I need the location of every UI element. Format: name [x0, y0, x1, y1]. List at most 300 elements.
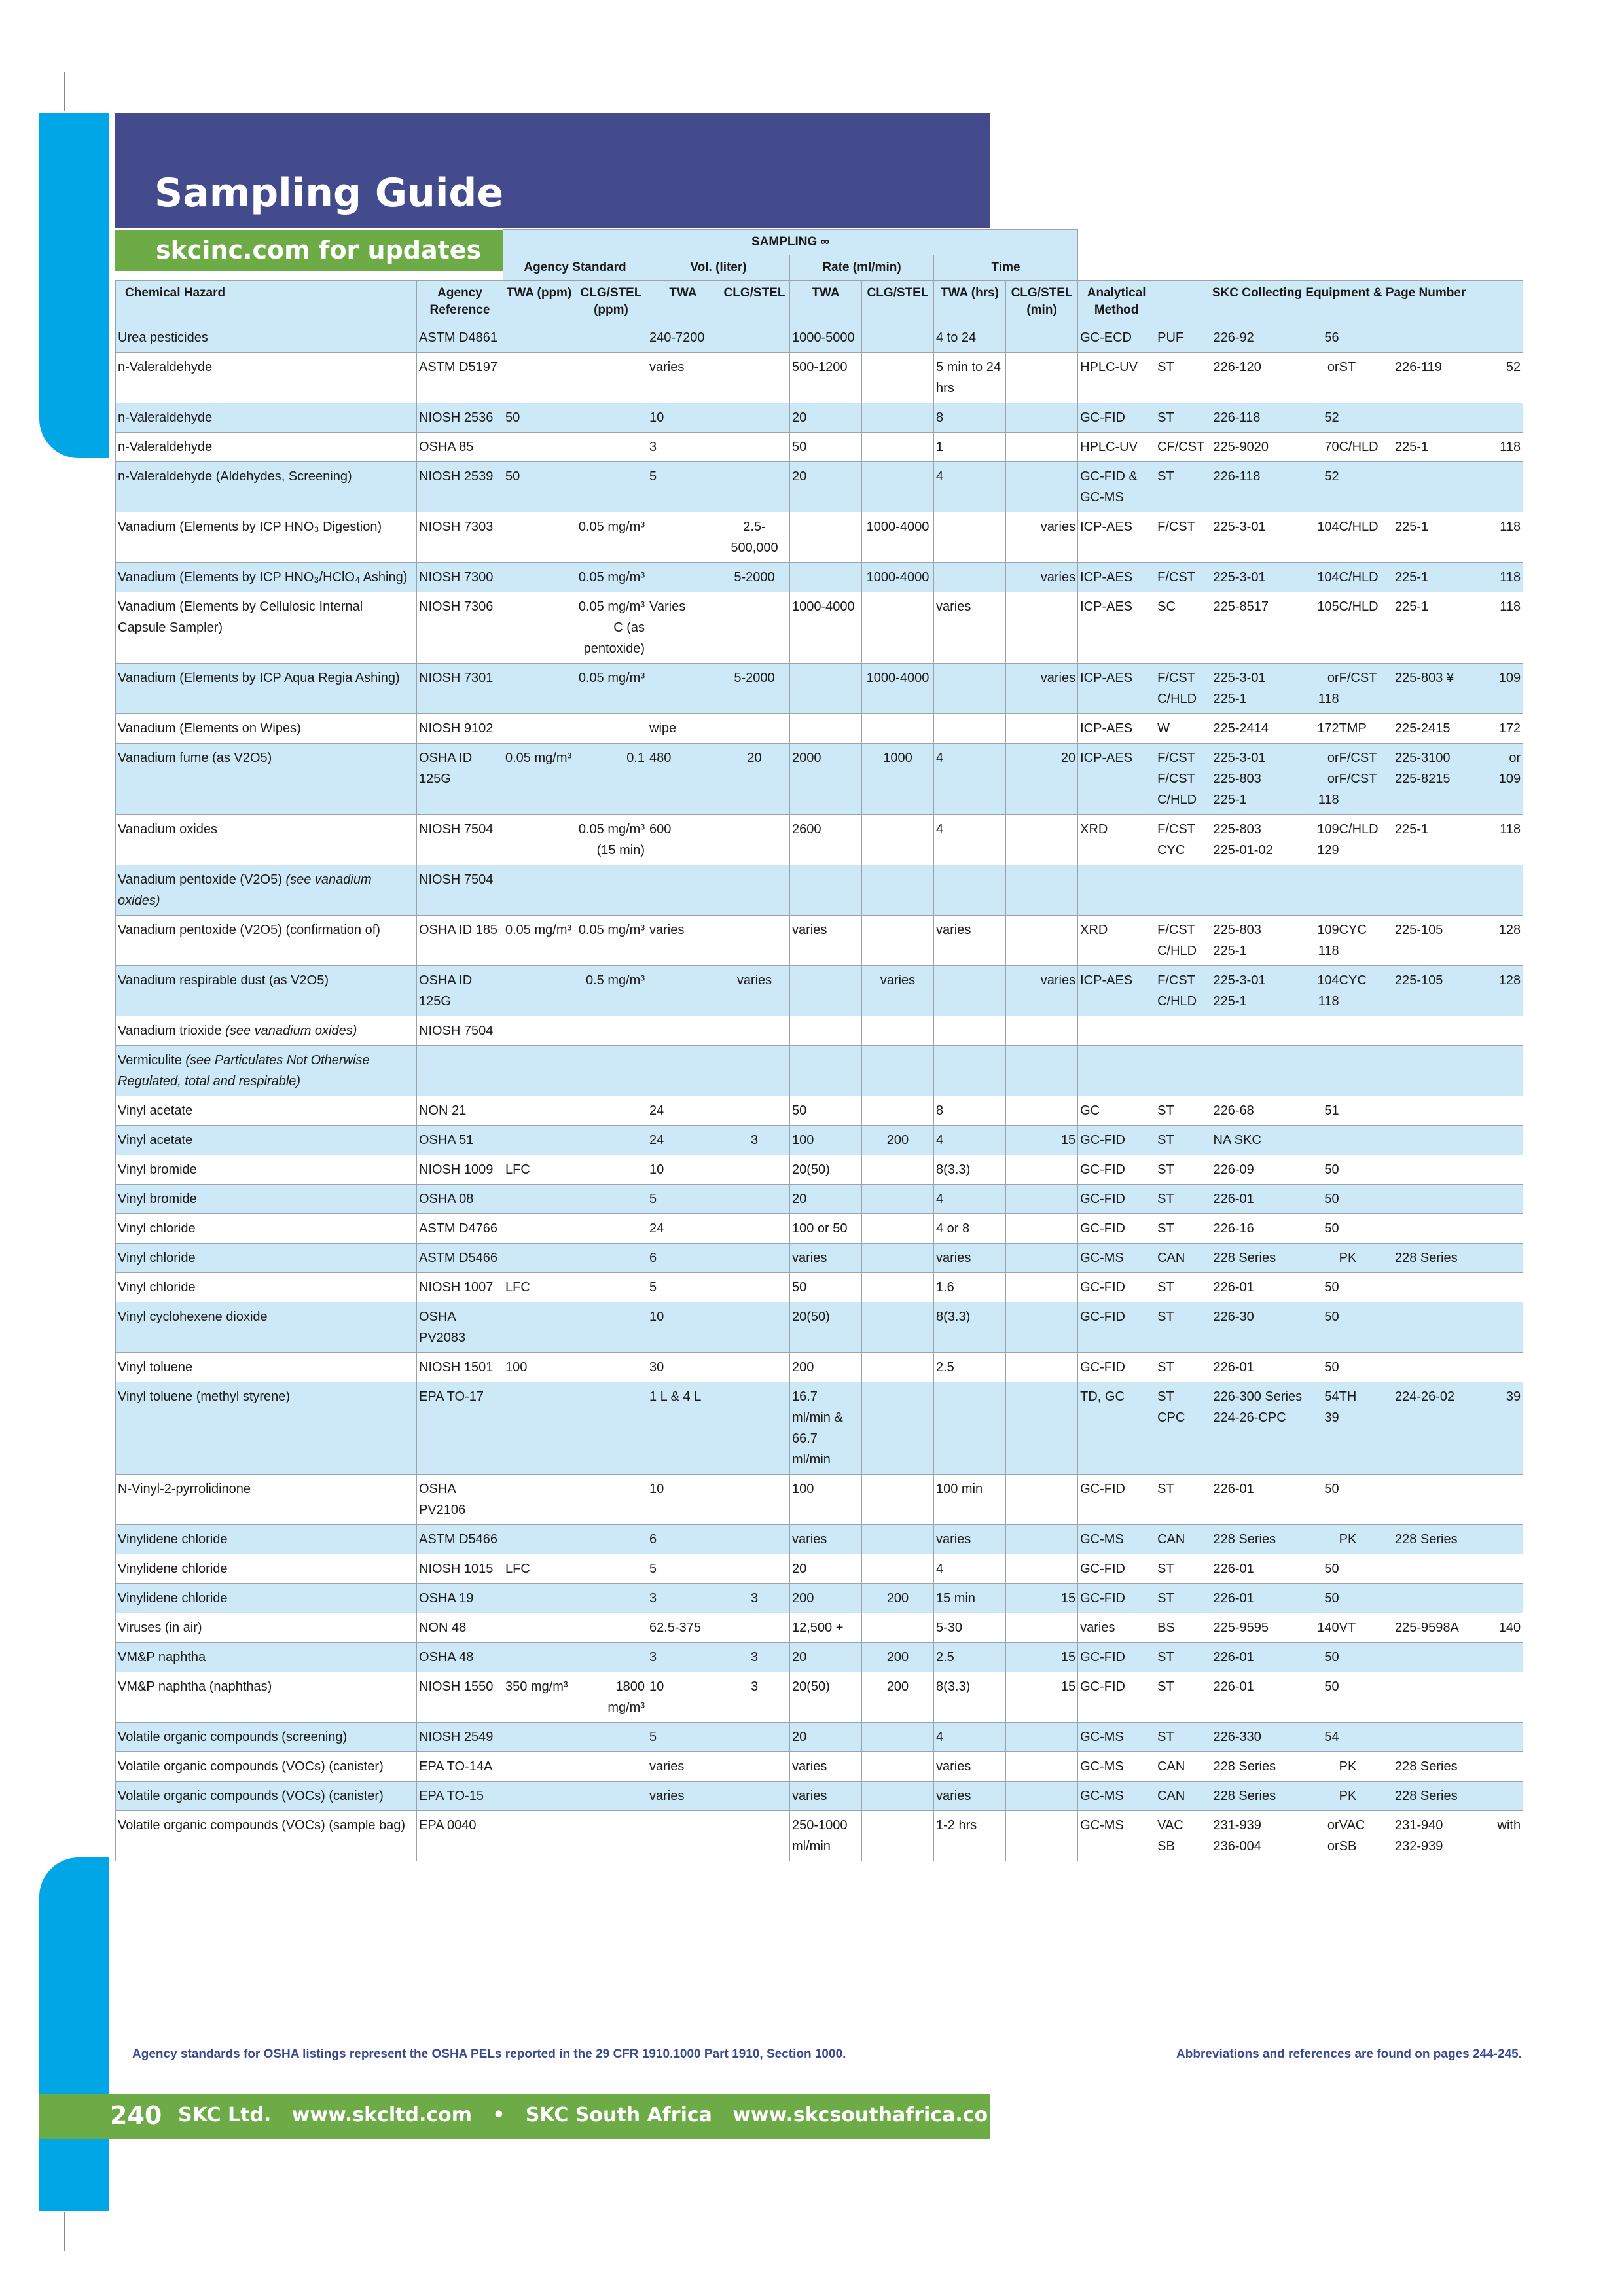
equipment-field: [1485, 1588, 1521, 1609]
hazard-cell: [116, 714, 417, 744]
hazard-cell: [116, 916, 417, 966]
rate-clg-cell: [862, 1723, 934, 1752]
hazard-cell: [116, 1016, 417, 1046]
equipment-field: CAN: [1157, 1251, 1185, 1265]
side-tab-bottom: [39, 1857, 109, 2211]
vol-twa-cell: varies: [647, 1782, 719, 1811]
equipment-cell: [1155, 1723, 1523, 1752]
method-cell: GC-FID: [1078, 1214, 1155, 1244]
vol-twa-cell: 5: [647, 462, 719, 512]
equipment-field: [1395, 1588, 1485, 1609]
hazard-name: Vinyl toluene (methyl styrene): [118, 1390, 291, 1404]
equipment-field: [1485, 1479, 1521, 1499]
vol-twa-cell: 6: [647, 1244, 719, 1273]
equipment-field: or: [1327, 751, 1339, 765]
vol-clg-cell: [719, 1096, 790, 1126]
rate-twa-cell: varies: [790, 1244, 862, 1273]
time-clg-cell: [1006, 1016, 1078, 1046]
equipment-cell: [1155, 1613, 1523, 1643]
table-row: [116, 1302, 1523, 1353]
rate-twa-cell: 2000: [790, 744, 862, 815]
rate-twa-cell: 20(50): [790, 1672, 862, 1723]
time-twa-cell: 4: [934, 1126, 1006, 1155]
vol-clg-cell: [719, 1155, 790, 1185]
reference-cell: EPA TO-17: [417, 1382, 503, 1475]
method-cell: ICP-AES: [1078, 966, 1155, 1016]
vol-twa-cell: 3: [647, 1584, 719, 1613]
vol-twa-cell: varies: [647, 1752, 719, 1782]
rate-clg-cell: 1000-4000: [862, 512, 934, 563]
rate-twa-cell: 16.7 ml/min & 66.7 ml/min: [790, 1382, 862, 1475]
time-clg-cell: [1006, 1752, 1078, 1782]
std-twa-cell: [503, 512, 575, 563]
table-row: [116, 1353, 1523, 1382]
hazard-cell: [116, 1811, 417, 1861]
rate-twa-cell: 1000-5000: [790, 323, 862, 353]
rate-clg-cell: [862, 1353, 934, 1382]
time-twa-cell: 4: [934, 462, 1006, 512]
equipment-field: 236-004: [1213, 1839, 1261, 1854]
reference-cell: ASTM D4766: [417, 1214, 503, 1244]
hazard-cell: [116, 1096, 417, 1126]
table-row: [116, 1475, 1523, 1525]
std-twa-cell: [503, 1382, 575, 1475]
table-row: [116, 1672, 1523, 1723]
equipment-field: 50: [1324, 1192, 1339, 1206]
equipment-field: CPC: [1157, 1410, 1185, 1425]
equipment-field: F/CST: [1339, 772, 1377, 786]
equipment-cell: [1155, 916, 1523, 966]
equipment-field: 225-3-01: [1213, 570, 1266, 584]
std-twa-cell: 0.05 mg/m³: [503, 744, 575, 815]
time-twa-cell: 8(3.3): [934, 1672, 1006, 1723]
equipment-field: SB: [1339, 1839, 1357, 1854]
vol-clg-cell: [719, 403, 790, 433]
time-twa-cell: varies: [934, 1244, 1006, 1273]
reference-cell: OSHA PV2106: [417, 1475, 503, 1525]
rate-twa-cell: [790, 664, 862, 714]
hazard-name: Vanadium (Elements by Cellulosic Internal Capsule Sampler): [118, 600, 363, 635]
table-row: [116, 563, 1523, 592]
reference-cell: OSHA ID 125G: [417, 966, 503, 1016]
std-clg-cell: 0.05 mg/m³: [575, 563, 647, 592]
rate-twa-cell: [790, 563, 862, 592]
hazard-name: Vanadium (Elements by ICP HNO₃/HClO₄ Ashing): [118, 570, 408, 584]
equipment-field: ST: [1157, 1390, 1174, 1404]
std-clg-cell: [575, 865, 647, 916]
equipment-field: [1395, 1277, 1485, 1298]
time-clg-cell: [1006, 714, 1078, 744]
equipment-field: 225-8517: [1213, 600, 1269, 614]
method-cell: GC-FID: [1078, 1353, 1155, 1382]
rate-clg-cell: [862, 1302, 934, 1353]
equipment-field: CYC: [1339, 973, 1367, 988]
table-row: [116, 462, 1523, 512]
hazard-cell: [116, 1643, 417, 1672]
std-twa-cell: [503, 1096, 575, 1126]
equipment-field: 52: [1324, 410, 1339, 425]
std-twa-cell: [503, 563, 575, 592]
time-twa-cell: 4: [934, 1185, 1006, 1214]
std-twa-cell: 50: [503, 403, 575, 433]
reference-cell: NIOSH 1007: [417, 1273, 503, 1302]
rate-twa-cell: 200: [790, 1584, 862, 1613]
time-clg-cell: [1006, 1525, 1078, 1554]
std-twa-cell: [503, 1046, 575, 1096]
equipment-field: ST: [1157, 1679, 1174, 1694]
vol-twa-cell: [647, 563, 719, 592]
time-clg-cell: varies: [1006, 966, 1078, 1016]
time-twa-cell: [934, 664, 1006, 714]
rate-clg-cell: [862, 1214, 934, 1244]
equipment-field: 118: [1318, 944, 1339, 958]
vol-clg-cell: [719, 1752, 790, 1782]
std-clg-cell: [575, 1016, 647, 1046]
equipment-field: or: [1327, 1818, 1339, 1833]
equipment-field: 228 Series: [1395, 1251, 1458, 1265]
col-time-twa: TWA (hrs): [934, 281, 1006, 323]
rate-twa-cell: 250-1000 ml/min: [790, 1811, 862, 1861]
hazard-name: Vinyl bromide: [118, 1162, 197, 1177]
col-time-clg: CLG/STEL (min): [1006, 281, 1078, 323]
group-volume: Vol. (liter): [647, 255, 790, 281]
equipment-field: F/CST: [1157, 923, 1195, 937]
method-cell: ICP-AES: [1078, 563, 1155, 592]
time-twa-cell: varies: [934, 1752, 1006, 1782]
reference-cell: NIOSH 1501: [417, 1353, 503, 1382]
page-number: 240: [110, 2101, 162, 2130]
crop-mark: [64, 72, 65, 111]
hazard-cell: [116, 1046, 417, 1096]
std-clg-cell: [575, 1185, 647, 1214]
equipment-field: 226-01: [1213, 1650, 1254, 1664]
equipment-field: [1485, 789, 1521, 810]
time-twa-cell: 15 min: [934, 1584, 1006, 1613]
rate-clg-cell: [862, 1096, 934, 1126]
equipment-line: [1157, 1558, 1521, 1579]
vol-twa-cell: 10: [647, 1302, 719, 1353]
equipment-field: [1339, 407, 1395, 428]
vol-clg-cell: 2.5-500,000: [719, 512, 790, 563]
vol-clg-cell: [719, 1273, 790, 1302]
hazard-name: Vinyl toluene: [118, 1360, 193, 1374]
hazard-cell: [116, 1752, 417, 1782]
table-row: [116, 1214, 1523, 1244]
group-agency-standard: Agency Standard: [503, 255, 647, 281]
equipment-field: PK: [1339, 1759, 1357, 1774]
equipment-field: [1339, 1479, 1395, 1499]
equipment-field: ST: [1157, 1482, 1174, 1496]
equipment-field: 225-3-01: [1213, 973, 1266, 988]
hazard-name: Volatile organic compounds (VOCs) (canister): [118, 1789, 384, 1803]
time-clg-cell: [1006, 815, 1078, 865]
equipment-field: 225-1: [1213, 944, 1247, 958]
std-clg-cell: [575, 1554, 647, 1584]
equipment-line: [1157, 1647, 1521, 1668]
equipment-cell: [1155, 815, 1523, 865]
vol-twa-cell: 600: [647, 815, 719, 865]
method-cell: GC-FID: [1078, 1155, 1155, 1185]
std-clg-cell: 0.5 mg/m³: [575, 966, 647, 1016]
equipment-line: [1157, 819, 1521, 840]
vol-clg-cell: [719, 1525, 790, 1554]
hazard-name: Vanadium pentoxide (V2O5) (confirmation of): [118, 923, 380, 937]
reference-cell: NIOSH 7306: [417, 592, 503, 664]
method-cell: GC-FID: [1078, 1185, 1155, 1214]
equipment-field: 225-105: [1395, 973, 1443, 988]
equipment-line: [1157, 596, 1521, 617]
equipment-field: 226-01: [1213, 1192, 1254, 1206]
table-row: [116, 1554, 1523, 1584]
hazard-name: Vanadium trioxide: [118, 1024, 222, 1038]
table-row: [116, 1016, 1523, 1046]
hazard-name: Vinyl chloride: [118, 1251, 196, 1265]
equipment-line: [1157, 789, 1521, 810]
equipment-line: [1157, 1617, 1521, 1638]
equipment-cell: [1155, 1752, 1523, 1782]
vol-clg-cell: 3: [719, 1672, 790, 1723]
hazard-name: Vinyl acetate: [118, 1133, 193, 1147]
footnote-agency: Agency standards for OSHA listings represent the OSHA PELs reported in the 29 CFR 1910.1000 Part 1910, Section 1000.: [132, 2047, 846, 2061]
header-spacer: [1078, 230, 1523, 255]
equipment-field: [1395, 1357, 1485, 1378]
equipment-field: CYC: [1157, 843, 1185, 857]
equipment-cell: [1155, 664, 1523, 714]
hazard-name: Vinyl cyclohexene dioxide: [118, 1310, 268, 1324]
equipment-field: 118: [1500, 570, 1521, 584]
rate-clg-cell: [862, 592, 934, 664]
equipment-field: C/HLD: [1157, 994, 1197, 1009]
rate-twa-cell: 20: [790, 1185, 862, 1214]
equipment-line: [1157, 1529, 1521, 1550]
equipment-field: [1395, 1647, 1485, 1668]
hazard-cell: [116, 462, 417, 512]
std-twa-cell: [503, 1811, 575, 1861]
table-row: [116, 1126, 1523, 1155]
reference-cell: NIOSH 9102: [417, 714, 503, 744]
equipment-field: [1339, 1407, 1395, 1428]
equipment-line: [1157, 970, 1521, 991]
equipment-field: [1485, 1756, 1521, 1777]
equipment-field: 225-2414: [1213, 721, 1269, 736]
equipment-field: 109: [1498, 772, 1521, 786]
method-cell: [1078, 865, 1155, 916]
vol-twa-cell: varies: [647, 916, 719, 966]
equipment-field: 232-939: [1395, 1839, 1443, 1854]
std-twa-cell: [503, 592, 575, 664]
hazard-cell: [116, 865, 417, 916]
equipment-line: [1157, 1357, 1521, 1378]
equipment-line: [1157, 1218, 1521, 1239]
method-cell: GC-MS: [1078, 1723, 1155, 1752]
hazard-name: Vinylidene chloride: [118, 1532, 228, 1547]
hazard-cell: [116, 664, 417, 714]
equipment-field: ST: [1157, 1162, 1174, 1177]
reference-cell: ASTM D4861: [417, 323, 503, 353]
time-clg-cell: [1006, 865, 1078, 916]
rate-clg-cell: [862, 815, 934, 865]
equipment-field: 225-1: [1395, 822, 1429, 836]
hazard-name: N-Vinyl-2-pyrrolidinone: [118, 1482, 251, 1496]
std-twa-cell: [503, 865, 575, 916]
equipment-field: ST: [1157, 1221, 1174, 1236]
equipment-line: [1157, 941, 1521, 961]
col-skc-equipment: SKC Collecting Equipment & Page Number: [1155, 281, 1523, 323]
rate-twa-cell: 20: [790, 1723, 862, 1752]
equipment-field: 172: [1498, 721, 1521, 736]
equipment-line: [1157, 327, 1521, 348]
table-row: [116, 323, 1523, 353]
hazard-cell: [116, 744, 417, 815]
equipment-line: [1157, 768, 1521, 789]
reference-cell: OSHA 19: [417, 1584, 503, 1613]
reference-cell: ASTM D5466: [417, 1244, 503, 1273]
rate-clg-cell: 200: [862, 1584, 934, 1613]
table-row: [116, 1155, 1523, 1185]
rate-twa-cell: varies: [790, 1782, 862, 1811]
vol-clg-cell: [719, 1554, 790, 1584]
equipment-cell: [1155, 1273, 1523, 1302]
col-analytical-method: Analytical Method: [1078, 281, 1155, 323]
equipment-cell: [1155, 592, 1523, 664]
equipment-field: C/HLD: [1157, 793, 1197, 807]
hazard-cell: [116, 1382, 417, 1475]
equipment-line: [1157, 1130, 1521, 1151]
equipment-field: [1485, 1407, 1521, 1428]
table-row: [116, 1643, 1523, 1672]
reference-cell: NIOSH 1550: [417, 1672, 503, 1723]
vol-twa-cell: 240-7200: [647, 323, 719, 353]
std-twa-cell: 100: [503, 1353, 575, 1382]
vol-twa-cell: [647, 1016, 719, 1046]
equipment-field: F/CST: [1157, 520, 1195, 534]
rate-clg-cell: [862, 403, 934, 433]
time-twa-cell: 1: [934, 433, 1006, 462]
time-clg-cell: [1006, 1302, 1078, 1353]
hazard-name: Viruses (in air): [118, 1621, 202, 1635]
equipment-field: [1395, 1676, 1485, 1697]
equipment-field: [1485, 840, 1521, 861]
time-twa-cell: varies: [934, 916, 1006, 966]
equipment-cell: [1155, 353, 1523, 403]
vol-twa-cell: 10: [647, 1672, 719, 1723]
std-clg-cell: [575, 323, 647, 353]
equipment-field: F/CST: [1157, 822, 1195, 836]
method-cell: GC-FID: [1078, 1554, 1155, 1584]
std-twa-cell: [503, 323, 575, 353]
hazard-name: Vinyl acetate: [118, 1103, 193, 1118]
time-clg-cell: [1006, 916, 1078, 966]
equipment-field: 228 Series: [1395, 1789, 1458, 1803]
equipment-field: [1485, 1676, 1521, 1697]
time-twa-cell: [934, 563, 1006, 592]
equipment-field: [1339, 1159, 1395, 1180]
time-twa-cell: varies: [934, 1782, 1006, 1811]
table-row: [116, 1244, 1523, 1273]
hazard-cell: [116, 1475, 417, 1525]
equipment-field: 104: [1317, 973, 1339, 988]
reference-cell: OSHA 85: [417, 433, 503, 462]
time-clg-cell: [1006, 323, 1078, 353]
rate-clg-cell: [862, 1185, 934, 1214]
equipment-cell: [1155, 1096, 1523, 1126]
equipment-field: 226-01: [1213, 1280, 1254, 1295]
time-twa-cell: [934, 1046, 1006, 1096]
time-clg-cell: [1006, 1155, 1078, 1185]
vol-clg-cell: [719, 323, 790, 353]
equipment-field: [1339, 466, 1395, 487]
time-twa-cell: 4: [934, 744, 1006, 815]
vol-twa-cell: [647, 512, 719, 563]
rate-clg-cell: [862, 1613, 934, 1643]
std-twa-cell: 350 mg/m³: [503, 1672, 575, 1723]
equipment-field: [1485, 1785, 1521, 1806]
reference-cell: OSHA PV2083: [417, 1302, 503, 1353]
table-row: [116, 815, 1523, 865]
equipment-cell: [1155, 865, 1523, 916]
equipment-cell: [1155, 1525, 1523, 1554]
equipment-field: 225-9020: [1213, 440, 1269, 454]
time-clg-cell: [1006, 462, 1078, 512]
rate-clg-cell: [862, 1273, 934, 1302]
equipment-cell: [1155, 563, 1523, 592]
equipment-field: [1485, 689, 1521, 709]
equipment-field: ST: [1157, 1192, 1174, 1206]
std-clg-cell: [575, 1475, 647, 1525]
equipment-field: 228 Series: [1213, 1759, 1276, 1774]
hazard-cell: [116, 323, 417, 353]
equipment-field: 225-1: [1213, 692, 1247, 706]
hazard-cell: [116, 403, 417, 433]
equipment-cell: [1155, 323, 1523, 353]
rate-clg-cell: [862, 1475, 934, 1525]
std-twa-cell: LFC: [503, 1155, 575, 1185]
rate-twa-cell: [790, 1046, 862, 1096]
std-clg-cell: [575, 462, 647, 512]
std-clg-cell: 0.05 mg/m³ C (as pentoxide): [575, 592, 647, 664]
vol-twa-cell: 6: [647, 1525, 719, 1554]
std-twa-cell: LFC: [503, 1273, 575, 1302]
vol-clg-cell: [719, 714, 790, 744]
equipment-field: [1303, 1130, 1339, 1151]
equipment-field: 118: [1318, 793, 1339, 807]
time-twa-cell: 4: [934, 815, 1006, 865]
time-twa-cell: 100 min: [934, 1475, 1006, 1525]
std-twa-cell: [503, 1126, 575, 1155]
group-time: Time: [934, 255, 1078, 281]
equipment-field: ST: [1157, 469, 1174, 484]
equipment-field: 129: [1317, 843, 1339, 857]
method-cell: GC-MS: [1078, 1811, 1155, 1861]
method-cell: HPLC-UV: [1078, 353, 1155, 403]
col-rate-clg: CLG/STEL: [862, 281, 934, 323]
rate-clg-cell: [862, 1155, 934, 1185]
std-clg-cell: 0.05 mg/m³: [575, 916, 647, 966]
time-twa-cell: 1-2 hrs: [934, 1811, 1006, 1861]
equipment-field: with: [1497, 1818, 1521, 1833]
equipment-field: [1339, 840, 1395, 861]
vol-clg-cell: 5-2000: [719, 664, 790, 714]
col-std-clg: CLG/STEL (ppm): [575, 281, 647, 323]
rate-clg-cell: [862, 323, 934, 353]
hazard-name: Vinyl chloride: [118, 1280, 196, 1295]
rate-clg-cell: [862, 1016, 934, 1046]
equipment-field: 118: [1318, 692, 1339, 706]
method-cell: GC-FID: [1078, 1643, 1155, 1672]
table-row: [116, 1046, 1523, 1096]
rate-twa-cell: 20(50): [790, 1302, 862, 1353]
table-row: [116, 1273, 1523, 1302]
